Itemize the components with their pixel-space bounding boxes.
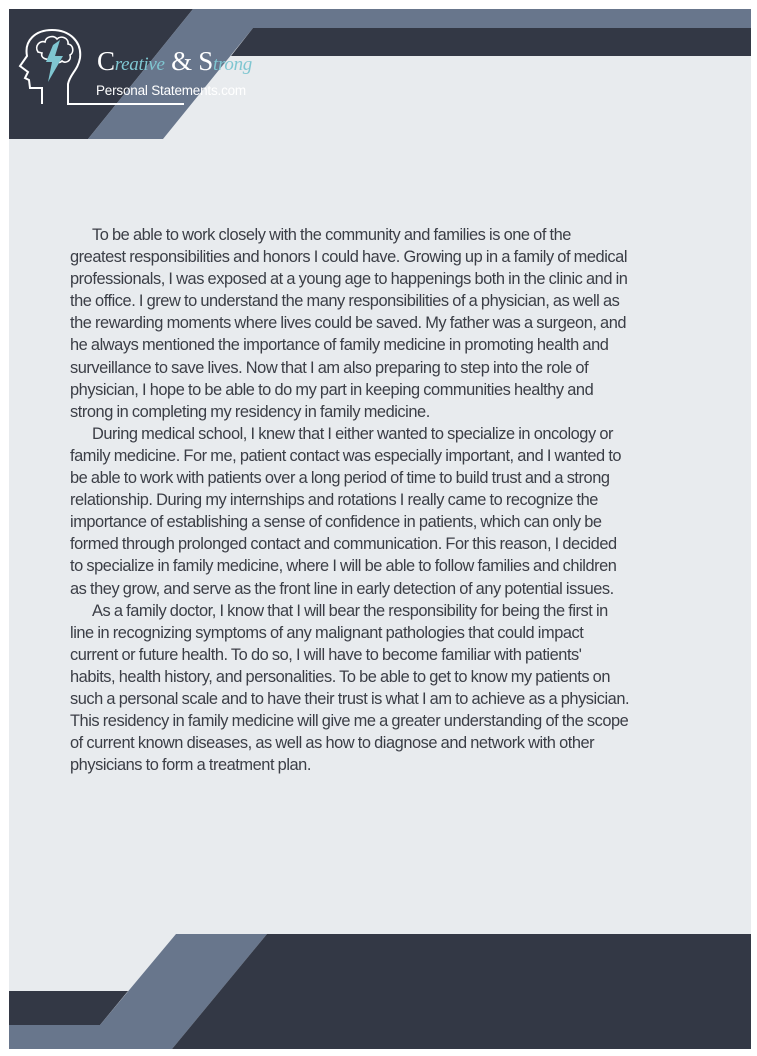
paragraph (70, 224, 730, 423)
text-line: To be able to work closely with the community and families is one of the (92, 226, 571, 244)
logo-ampersand: & (164, 46, 199, 76)
text-line: strong in completing my residency in family medicine. (70, 402, 430, 421)
text-line: This residency in family medicine will give me a greater understanding of the scope (70, 712, 629, 731)
logo-word-trong: trong (213, 54, 252, 75)
text-line: physicians to form a treatment plan. (70, 756, 311, 775)
logo-letter-s: S (198, 46, 213, 76)
text-line: importance of establishing a sense of confidence in patients, which can only be (70, 513, 602, 532)
footer-dark-block (172, 934, 751, 1049)
text-line: of current known diseases, as well as how to diagnose and network with other (70, 734, 595, 753)
text-line: surveillance to save lives. Now that I am also preparing to step into the role of (70, 358, 589, 377)
text-line: the office. I grew to understand the many responsibilities of a physician, as well as (70, 292, 620, 311)
text-line: family medicine. For me, patient contact was especially important, and I wanted to (70, 446, 622, 465)
logo-word-reative: reative (114, 54, 165, 75)
text-line: physician, I hope to be able to do my part in keeping communities healthy and (70, 380, 594, 399)
text-line: line in recognizing symptoms of any malignant pathologies that could impact (70, 623, 584, 642)
text-line: current or future health. To do so, I will have to become familiar with patients' (70, 645, 582, 664)
text-line: be able to work with patients over a long period of time to build trust and a strong (70, 469, 610, 488)
text-line: to specialize in family medicine, where I will be able to follow families and children (70, 557, 617, 576)
text-line: the rewarding moments where lives could be saved. My father was a surgeon, and (70, 314, 627, 333)
text-line: as they grow, and serve as the front line in early detection of any potential issues. (70, 579, 614, 598)
paragraph (70, 600, 730, 777)
text-line: formed through prolonged contact and communication. For this reason, I decided (70, 535, 617, 554)
text-line: relationship. During my internships and rotations I really came to recognize the (70, 491, 598, 510)
logo-letter-c: C (97, 46, 115, 76)
paragraph (70, 423, 730, 600)
logo-subtitle: Personal Statements.com (96, 83, 246, 98)
header-dark-band (231, 28, 751, 56)
text-line: he always mentioned the importance of family medicine in promoting health and (70, 336, 609, 355)
personal-statement-body (70, 224, 730, 776)
text-line: greatest responsibilities and honors I could have. Growing up in a family of medical (70, 248, 628, 267)
text-line: During medical school, I knew that I either wanted to specialize in oncology or (92, 424, 613, 443)
text-line: professionals, I was exposed at a young age to happenings both in the clinic and in (70, 270, 628, 289)
logo-title (97, 46, 252, 77)
text-line: habits, health history, and personalities. To be able to get to know my patients on (70, 667, 610, 686)
text-line: As a family doctor, I know that I will bear the responsibility for being the first in (92, 601, 608, 620)
text-line: such a personal scale and to have their trust is what I am to achieve as a physician. (70, 689, 630, 708)
